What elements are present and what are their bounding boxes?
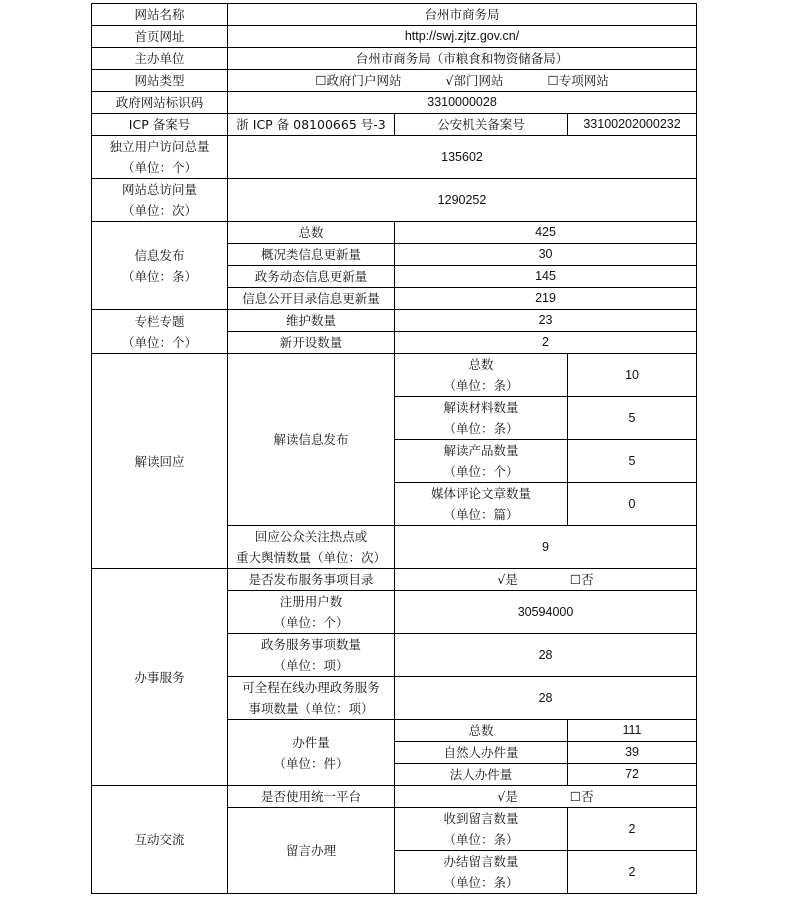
interpret-row-label-line1: 总数	[468, 357, 494, 372]
interpret-response-label	[228, 526, 395, 569]
service-handled-label	[228, 720, 395, 786]
interaction-row-label	[395, 808, 568, 851]
interpret-row-value: 5	[568, 397, 697, 440]
interaction-row-value: 2	[568, 851, 697, 894]
interaction-platform-label: 是否使用统一平台	[228, 786, 395, 808]
gov-id-value: 3310000028	[228, 92, 697, 114]
interpret-row-value: 0	[568, 483, 697, 526]
service-online-label-line1: 可全程在线办理政务服务	[242, 680, 380, 695]
row-site-name	[92, 4, 697, 26]
site-name-label: 网站名称	[92, 4, 228, 26]
service-handled-row-value: 111	[568, 720, 697, 742]
columns-label-line2: （单位：个）	[121, 334, 197, 350]
interaction-row-label-line2: （单位：条）	[443, 832, 519, 847]
columns-row-value: 2	[395, 332, 697, 354]
row-interpret-total	[92, 354, 697, 397]
service-registered-label-line1: 注册用户数	[279, 594, 343, 609]
interaction-label: 互动交流	[92, 786, 228, 894]
site-name-value: 台州市商务局	[228, 4, 697, 26]
unique-visitors-label-line2: （单位：个）	[121, 160, 197, 175]
info-row-label: 政务动态信息更新量	[228, 266, 395, 288]
interaction-row-label	[395, 851, 568, 894]
columns-label	[92, 310, 228, 354]
homepage-label: 首页网址	[92, 26, 228, 48]
service-handled-label-line2: （单位：件）	[273, 755, 349, 771]
service-handled-row-label: 自然人办件量	[395, 742, 568, 764]
info-publish-label-line1: 信息发布	[134, 247, 185, 263]
service-items-label-line2: （单位：项）	[273, 658, 349, 673]
organizer-value: 台州市商务局（市粮食和物资储备局）	[228, 48, 697, 70]
total-visits-value: 1290252	[228, 179, 697, 222]
unique-visitors-label-line1: 独立用户访问总量	[109, 139, 210, 154]
service-registered-label-line2: （单位：个）	[273, 615, 349, 630]
interpret-row-value: 5	[568, 440, 697, 483]
organizer-label: 主办单位	[92, 48, 228, 70]
service-items-value: 28	[395, 634, 697, 677]
interaction-row-label-line1: 办结留言数量	[443, 854, 519, 869]
columns-label-line1: 专栏专题	[134, 313, 185, 329]
service-online-label-line2: 事项数量（单位：项）	[248, 701, 374, 716]
row-organizer	[92, 48, 697, 70]
interpret-row-label	[395, 483, 568, 526]
interpret-row-label-line2: （单位：条）	[443, 378, 519, 393]
service-registered-label	[228, 591, 395, 634]
interaction-platform-options	[395, 786, 697, 808]
interpret-sub-label: 解读信息发布	[228, 354, 395, 526]
row-homepage	[92, 26, 697, 48]
row-site-type	[92, 70, 697, 92]
interaction-platform-no: ☐否	[569, 789, 594, 804]
row-icp	[92, 114, 697, 136]
row-interaction-platform	[92, 786, 697, 808]
interpret-row-label-line1: 媒体评论文章数量	[430, 486, 531, 501]
info-publish-label	[92, 222, 228, 310]
interaction-message-label: 留言办理	[228, 808, 395, 894]
info-row-value: 425	[395, 222, 697, 244]
info-row-label: 信息公开目录信息更新量	[228, 288, 395, 310]
interpret-row-label	[395, 397, 568, 440]
interpret-row-label	[395, 440, 568, 483]
police-record-label: 公安机关备案号	[395, 114, 568, 136]
homepage-value: http://swj.zjtz.gov.cn/	[228, 26, 697, 48]
service-catalog-no: ☐否	[569, 572, 594, 587]
total-visits-label-line2: （单位：次）	[121, 203, 197, 218]
interaction-row-label-line2: （单位：条）	[443, 875, 519, 890]
site-type-option-department: √部门网站	[445, 73, 504, 88]
interpret-row-label	[395, 354, 568, 397]
interpret-row-label-line2: （单位：条）	[443, 421, 519, 436]
website-annual-report-table	[91, 3, 697, 894]
interpret-response-label-line1: 回应公众关注热点或	[254, 529, 368, 544]
service-handled-row-label: 总数	[395, 720, 568, 742]
interpret-row-label-line1: 解读材料数量	[443, 400, 519, 415]
icp-value: 浙 ICP 备 08100665 号-3	[228, 114, 395, 136]
site-type-option-portal: ☐政府门户网站	[315, 73, 402, 88]
service-online-label	[228, 677, 395, 720]
interpret-row-label-line1: 解读产品数量	[443, 443, 519, 458]
unique-visitors-label	[92, 136, 228, 179]
interaction-platform-yes: √是	[497, 789, 518, 804]
icp-label: ICP 备案号	[92, 114, 228, 136]
row-gov-id	[92, 92, 697, 114]
service-handled-row-value: 39	[568, 742, 697, 764]
columns-row-label: 维护数量	[228, 310, 395, 332]
site-type-options	[228, 70, 697, 92]
service-label: 办事服务	[92, 569, 228, 786]
info-publish-label-line2: （单位：条）	[121, 268, 197, 284]
site-type-option-special: ☐专项网站	[547, 73, 609, 88]
interpret-response-label-line2: 重大舆情数量（单位：次）	[235, 550, 386, 565]
row-total-visits	[92, 179, 697, 222]
row-columns-maintained	[92, 310, 697, 332]
row-service-catalog	[92, 569, 697, 591]
interaction-row-value: 2	[568, 808, 697, 851]
service-registered-value: 30594000	[395, 591, 697, 634]
info-row-value: 219	[395, 288, 697, 310]
interpret-row-value: 10	[568, 354, 697, 397]
service-handled-row-label: 法人办件量	[395, 764, 568, 786]
columns-row-value: 23	[395, 310, 697, 332]
info-row-label: 总数	[228, 222, 395, 244]
service-handled-row-value: 72	[568, 764, 697, 786]
columns-row-label: 新开设数量	[228, 332, 395, 354]
info-row-value: 145	[395, 266, 697, 288]
interaction-row-label-line1: 收到留言数量	[443, 811, 519, 826]
gov-id-label: 政府网站标识码	[92, 92, 228, 114]
unique-visitors-value: 135602	[228, 136, 697, 179]
row-info-total	[92, 222, 697, 244]
total-visits-label-line1: 网站总访问量	[121, 182, 197, 197]
service-items-label	[228, 634, 395, 677]
service-items-label-line1: 政务服务事项数量	[260, 637, 361, 652]
service-catalog-label: 是否发布服务事项目录	[228, 569, 395, 591]
interpret-response-value: 9	[395, 526, 697, 569]
service-catalog-yes: √是	[497, 572, 518, 587]
total-visits-label	[92, 179, 228, 222]
interpret-label: 解读回应	[92, 354, 228, 569]
info-row-value: 30	[395, 244, 697, 266]
interpret-row-label-line2: （单位：篇）	[443, 507, 519, 522]
site-type-label: 网站类型	[92, 70, 228, 92]
service-catalog-options	[395, 569, 697, 591]
service-online-value: 28	[395, 677, 697, 720]
row-unique-visitors	[92, 136, 697, 179]
service-handled-label-line1: 办件量	[292, 734, 330, 750]
info-row-label: 概况类信息更新量	[228, 244, 395, 266]
police-record-value: 33100202000232	[568, 114, 697, 136]
interpret-row-label-line2: （单位：个）	[443, 464, 519, 479]
